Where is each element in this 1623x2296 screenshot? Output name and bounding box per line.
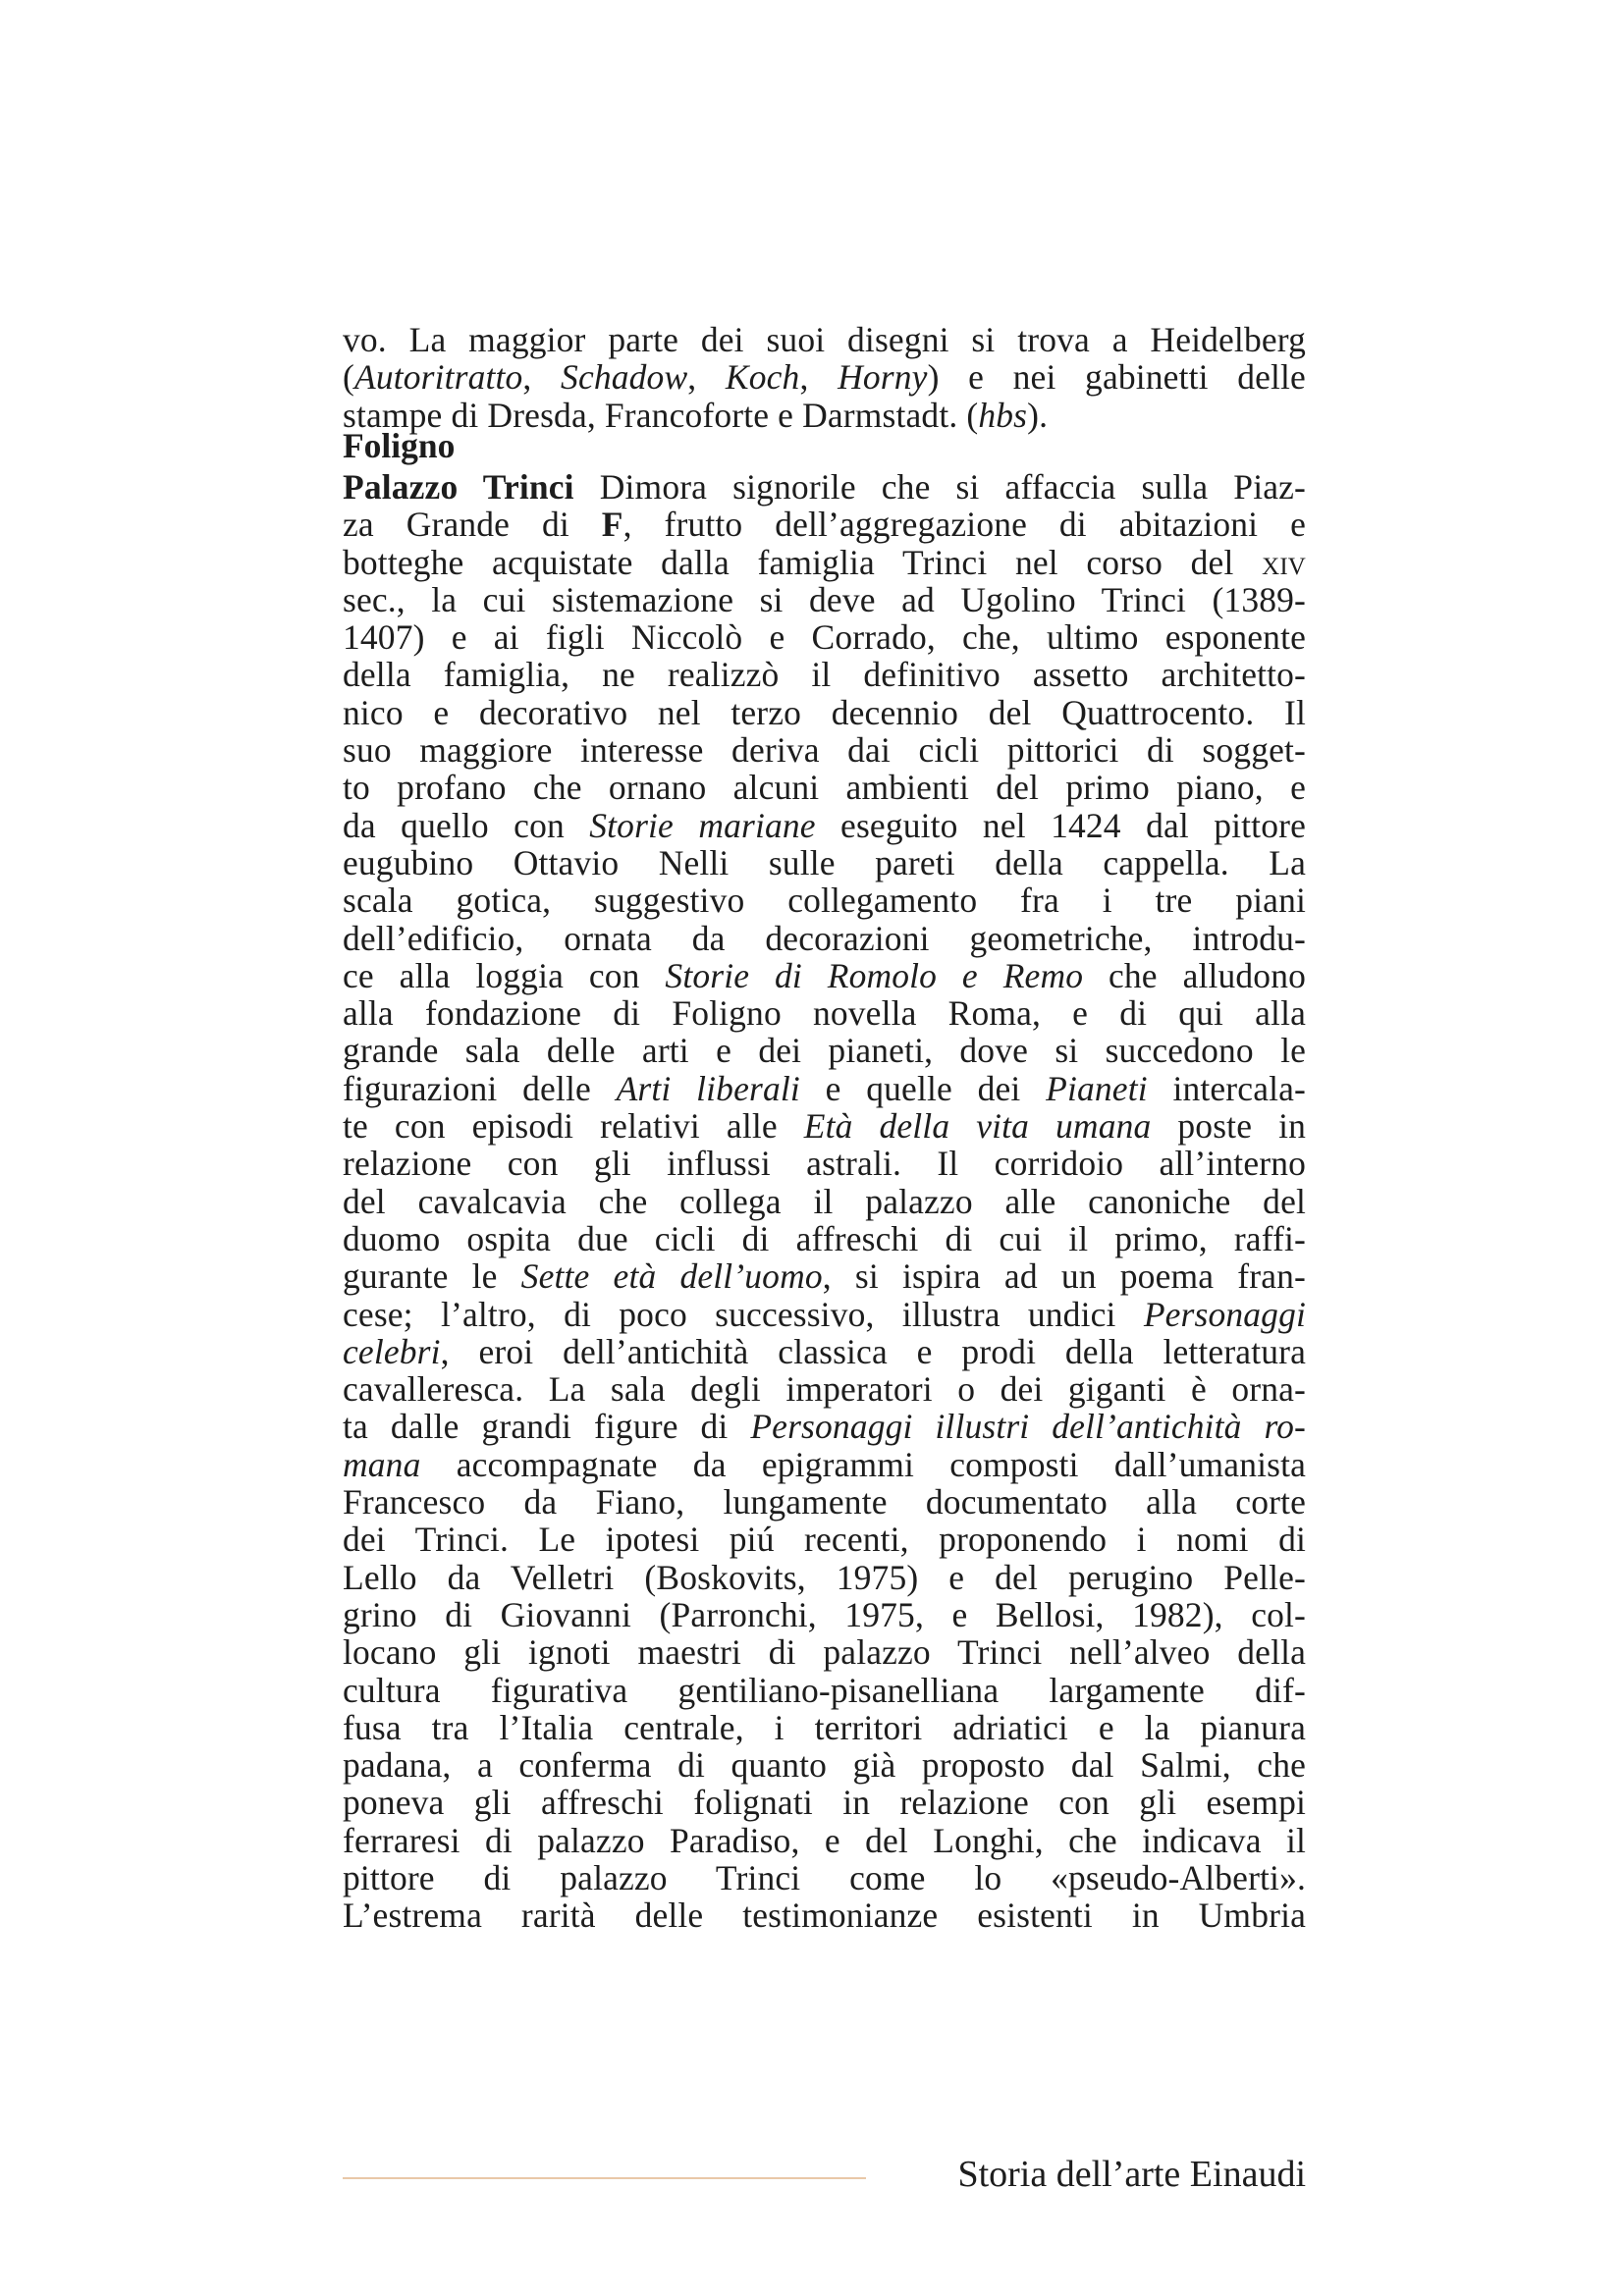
text-line: te con episodi relativi alle Età della vita umana poste in [343, 1106, 1306, 1147]
text-line: della famiglia, ne realizzò il definitivo assetto architetto- [343, 655, 1306, 695]
text-line: cultura figurativa gentiliano-pisanelliana largamente dif- [343, 1670, 1306, 1710]
entry-title: Palazzo Trinci [343, 467, 574, 507]
text-line: cavalleresca. La sala degli imperatori o dei giganti è orna- [343, 1369, 1306, 1410]
text-line: poneva gli affreschi folignati in relazione con gli esempi [343, 1783, 1306, 1823]
text-line: vo. La maggior parte dei suoi disegni si trova a Heidelberg [343, 320, 1306, 359]
text-line: celebri, eroi dell’antichità classica e prodi della letteratura [343, 1331, 1306, 1371]
text-line: pittore di palazzo Trinci come lo «pseudo-Alberti». [343, 1857, 1306, 1897]
text-line: del cavalcavia che collega il palazzo alle canoniche del [343, 1181, 1306, 1221]
text-line: sec., la cui sistemazione si deve ad Ugolino Trinci (1389- [343, 579, 1306, 619]
text-line: stampe di Dresda, Francoforte e Darmstadt. (hbs). [343, 395, 1049, 435]
text-line: da quello con Storie mariane eseguito nel 1424 dal pittore [343, 805, 1306, 845]
text-line: grande sala delle arti e dei pianeti, dove si succedono le [343, 1031, 1306, 1071]
text-line: cese; l’altro, di poco successivo, illustra undici Personaggi [343, 1294, 1306, 1334]
text-line: L’estrema rarità delle testimonianze esistenti in Umbria [343, 1896, 1306, 1936]
text-line: eugubino Ottavio Nelli sulle pareti della cappella. La [343, 842, 1306, 882]
text-line: ferraresi di palazzo Paradiso, e del Longhi, che indicava il [343, 1820, 1306, 1860]
text-line: 1407) e ai figli Niccolò e Corrado, che, ultimo esponente [343, 617, 1306, 658]
text-line: za Grande di F, frutto dell’aggregazione di abitazioni e [343, 505, 1306, 545]
text-line: fusa tra l’Italia centrale, i territori adriatici e la pianura [343, 1707, 1306, 1747]
text-line: (Autoritratto, Schadow, Koch, Horny) e nei gabinetti delle [343, 357, 1306, 398]
text-line: alla fondazione di Foligno novella Roma, e di qui alla [343, 993, 1306, 1034]
section-heading: Foligno [343, 426, 456, 465]
text-line: botteghe acquistate dalla famiglia Trinci nel corso del xiv [343, 542, 1306, 582]
text-line: locano gli ignoti maestri di palazzo Trinci nell’alveo della [343, 1632, 1306, 1673]
entry-paragraph [343, 468, 1306, 1935]
intro-paragraph [343, 321, 1306, 434]
footer-rule [343, 2177, 866, 2179]
text-line: ta dalle grandi figure di Personaggi illustri dell’antichità ro- [343, 1407, 1306, 1447]
text-line: suo maggiore interesse deriva dai cicli pittorici di sogget- [343, 730, 1306, 771]
text-line: grino di Giovanni (Parronchi, 1975, e Bellosi, 1982), col- [343, 1594, 1306, 1634]
text-line: gurante le Sette età dell’uomo, si ispira ad un poema fran- [343, 1256, 1306, 1297]
text-line: mana accompagnate da epigrammi composti dall’umanista [343, 1444, 1306, 1484]
text-line: nico e decorativo nel terzo decennio del Quattrocento. Il [343, 692, 1306, 732]
text-line: dei Trinci. Le ipotesi piú recenti, proponendo i nomi di [343, 1520, 1306, 1560]
text-line: to profano che ornano alcuni ambienti del primo piano, e [343, 768, 1306, 808]
text-line: dell’edificio, ornata da decorazioni geometriche, introdu- [343, 918, 1306, 958]
text-line: scala gotica, suggestivo collegamento fra i tre piani [343, 881, 1306, 921]
text-line: Palazzo Trinci Dimora signorile che si affaccia sulla Piaz- [343, 467, 1306, 507]
text-line: duomo ospita due cicli di affreschi di cui il primo, raffi- [343, 1218, 1306, 1258]
footer-publisher-label: Storia dell’arte Einaudi [957, 2154, 1306, 2195]
text-line: padana, a conferma di quanto già proposto dal Salmi, che [343, 1745, 1306, 1786]
entry-title: F [601, 505, 623, 545]
text-line: figurazioni delle Arti liberali e quelle dei Pianeti intercala- [343, 1068, 1306, 1108]
text-line: relazione con gli influssi astrali. Il corridoio all’interno [343, 1144, 1306, 1184]
text-line: ce alla loggia con Storie di Romolo e Remo che alludono [343, 955, 1306, 995]
text-line: Francesco da Fiano, lungamente documentato alla corte [343, 1482, 1306, 1522]
text-line: Lello da Velletri (Boskovits, 1975) e del perugino Pelle- [343, 1557, 1306, 1597]
